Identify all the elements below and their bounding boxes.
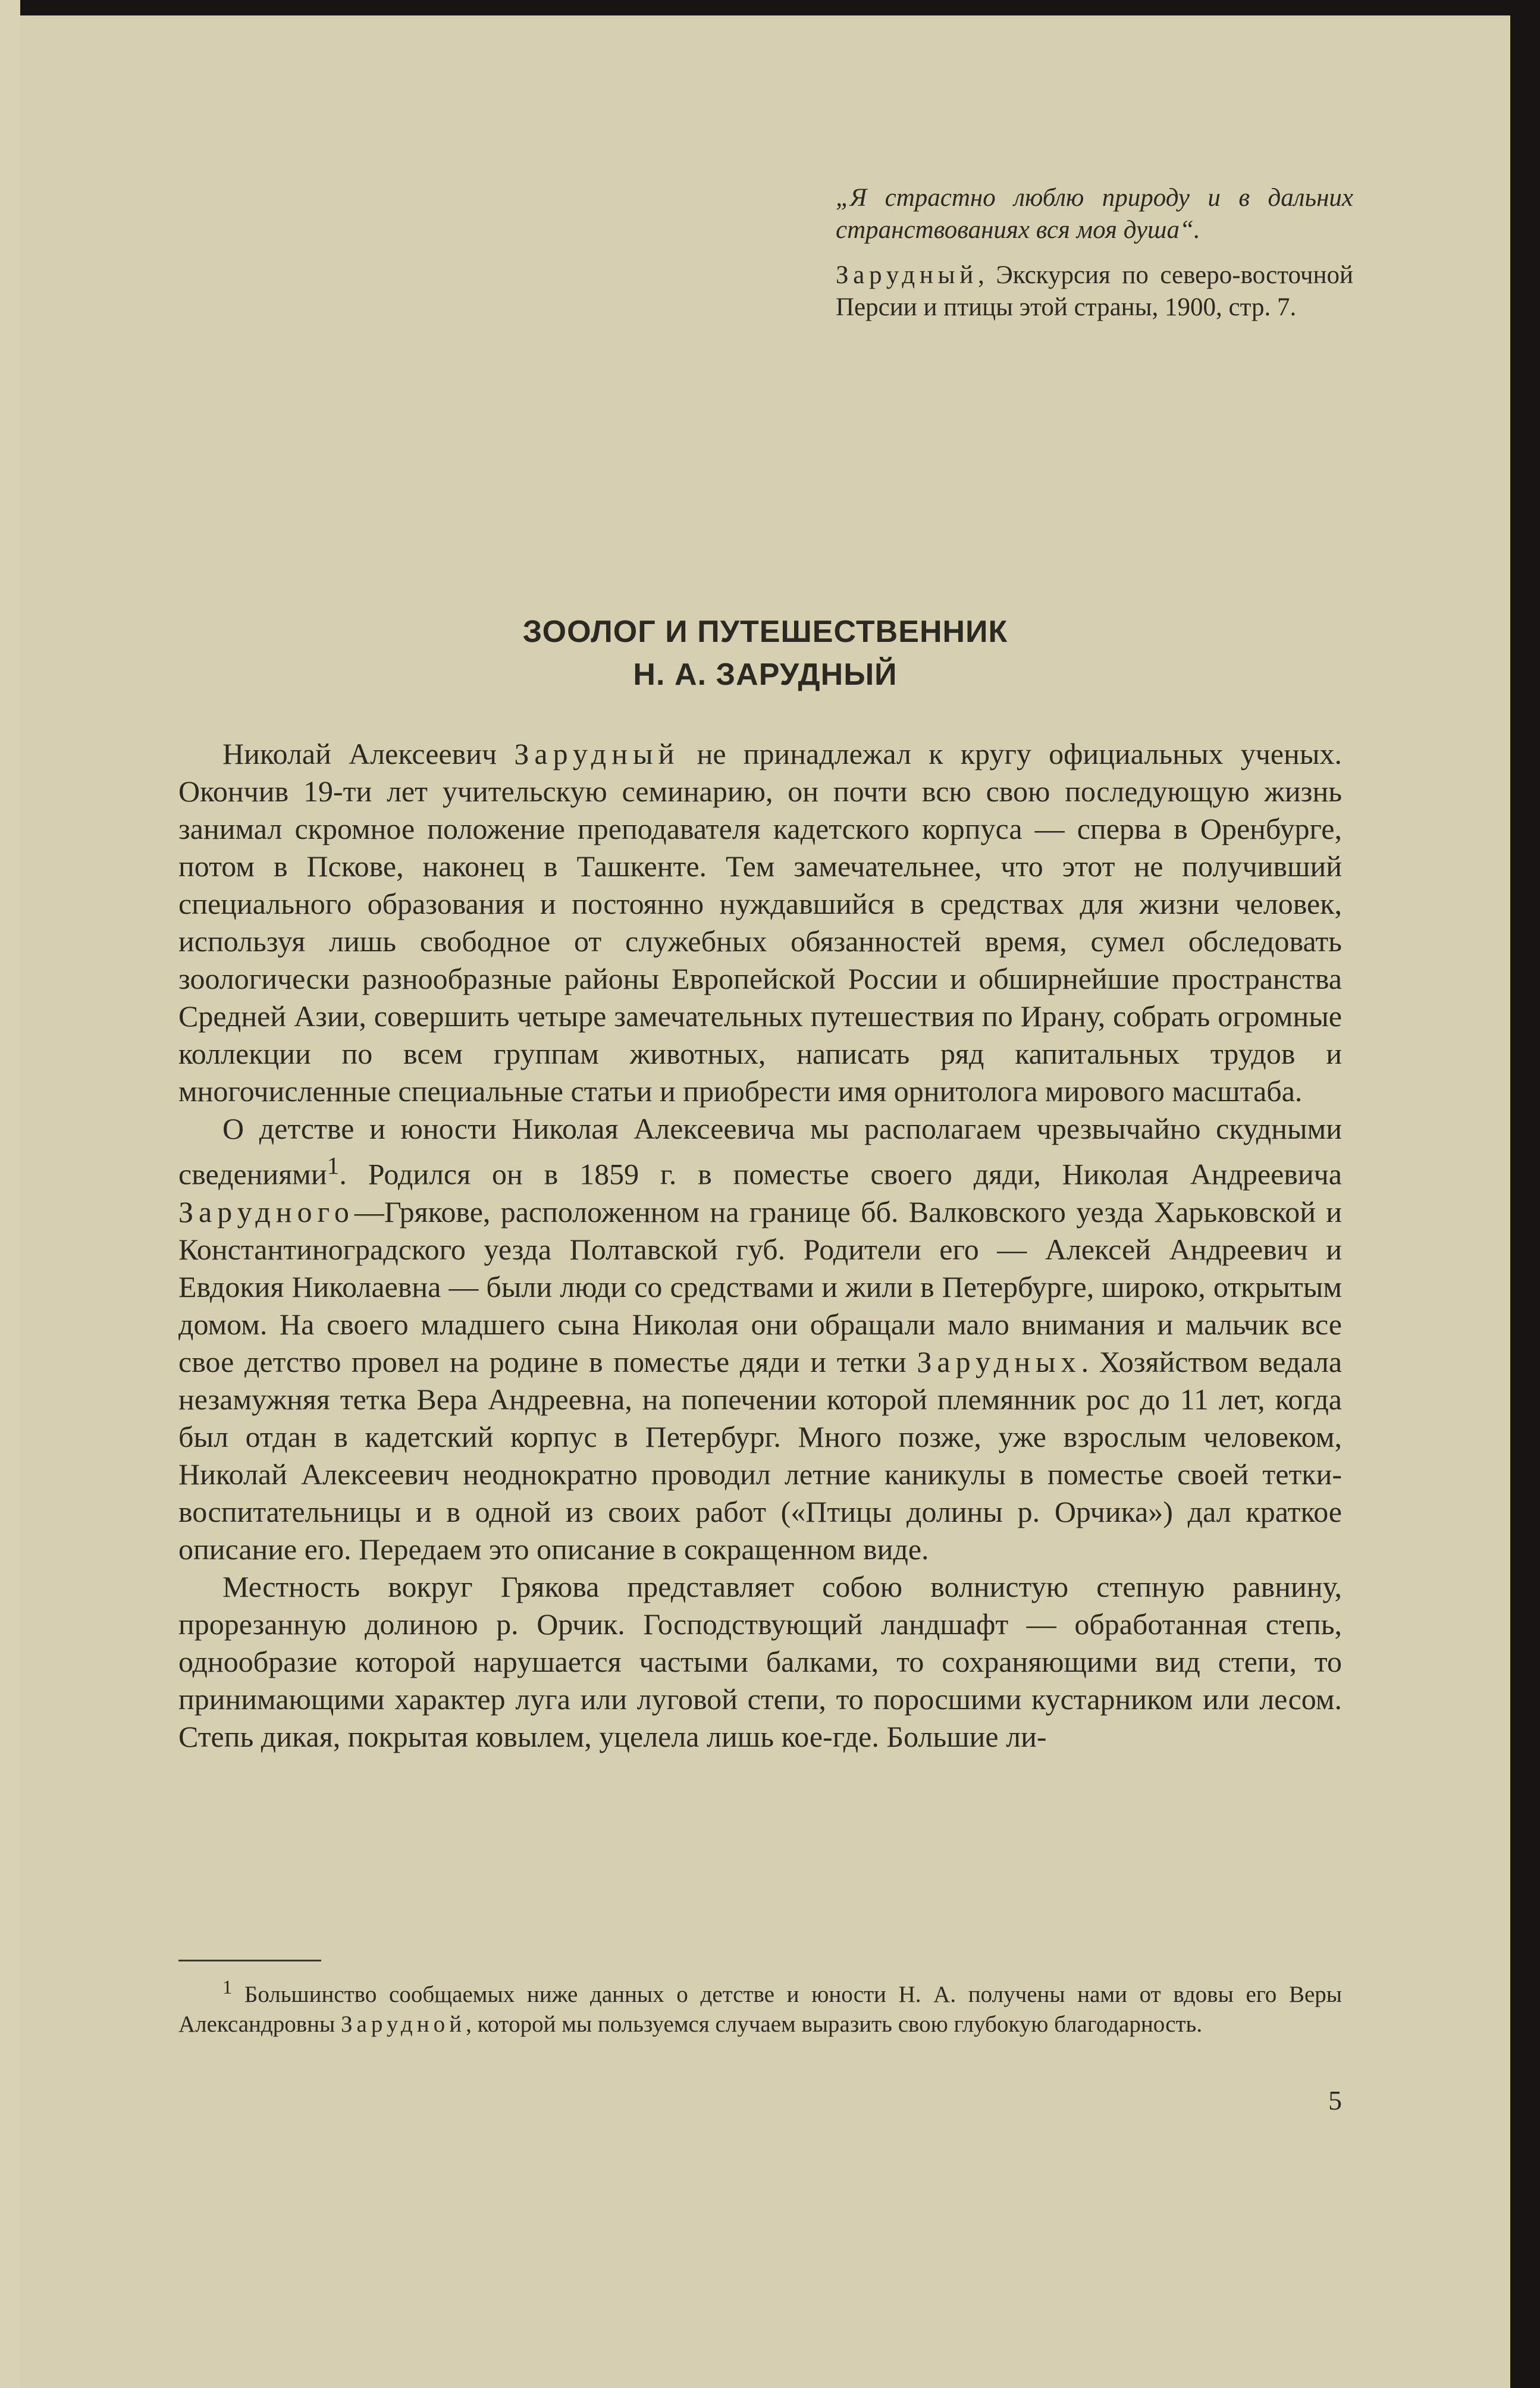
footnote-divider [178,1960,321,1961]
paragraph-text: Местность вокруг Грякова представляет собою волнистую степную равнину, прорезанную долиною р. Орчик. Господствующий ландшафт — обработанная степь, однообразие которой нарушается частыми балками, то сохраняющими вид степи, то принимающими характер луга или луговой степи, то поросшими кустарником или лесом. Степь дикая, покрытая ковылем, уцелела лишь кое-где. Большие ли- [178,1569,1342,1753]
paragraph-text: . Хозяйством ведала незамужняя тетка Вера Андреевна, на попечении которой племянник рос до 11 лет, когда был отдан в кадетский корпус в Петербург. Много позже, уже взрослым человеком, Николай Алексеевич неоднократно проводил летние каникулы в поместье своей тетки-воспитательницы и в одной из своих работ («Птицы долины р. Орчика») дал краткое описание его. Передаем это описание в сокращенном виде. [178,1345,1343,1566]
epigraph-quote: „Я страстно люблю природу и в дальних странствованиях вся моя душа“. [836,184,1353,244]
epigraph-source-text: , Экскурсия по северо-восточной Персии и птицы этой страны, 1900, стр. 7. [836,261,1353,321]
footnote [178,1973,1342,2039]
page-number: 5 [1328,2085,1342,2116]
article-title: ЗООЛОГ И ПУТЕШЕСТВЕННИК [522,615,1008,649]
paragraph-text: . Родился он в 1859 г. в поместье своего дяди, Николая Андреевича [339,1157,1342,1191]
epigraph-source [836,259,1353,324]
footnote-text: Большинство сообщаемых ниже данных о детстве и юности Н. А. получены нами от вдовы его Веры Александровны [178,1982,1342,2037]
epigraph-author: Зарудный [836,261,978,289]
paragraph-text: О детстве и юности Николая Алексеевича мы располагаем чрезвычайно скудными сведениями [178,1112,1342,1191]
paragraph-1 [178,735,1342,1110]
paragraph-text: —Грякове, расположенном на границе бб. Валковского уезда Харьковской и Константиноградского уезда Полтавской губ. Родители его — Алексей Андреевич и Евдокия Николаевна — были люди со средствами и жили в Петербурге, широко, открытым домом. На своего младшего сына Николая они обращали мало внимания и мальчик все свое детство провел на родине в поместье дяди и тетки [178,1195,1342,1378]
spaced-name: Зарудный [514,737,680,770]
book-page [20,15,1510,2388]
article-body [178,735,1342,1756]
footnote-reference: 1 [327,1152,340,1180]
spaced-name: Зарудного [178,1195,355,1229]
paragraph-3 [178,1568,1342,1756]
article-subtitle: Н. А. ЗАРУДНЫЙ [633,657,898,692]
paragraph-2 [178,1110,1342,1568]
footnote-marker: 1 [222,1977,233,1998]
spaced-name: Зарудных [917,1345,1081,1378]
paragraph-text: Николай Алексеевич [222,737,515,770]
spaced-name: Зарудной [340,2011,466,2037]
page-left-edge [0,0,20,2388]
paragraph-text: не принадлежал к кругу официальных ученых. Окончив 19-ти лет учительскую семинарию, он почти всю свою последующую жизнь занимал скромное положение преподавателя кадетского корпуса — сперва в Оренбурге, потом в Пскове, наконец в Ташкенте. Тем замечательнее, что этот не получивший специального образования и постоянно нуждавшийся в средствах для жизни человек, используя лишь свободное от служебных обязанностей время, сумел обследовать зоологически разнообразные районы Европейской России и обширнейшие пространства Средней Азии, совершить четыре замечательных путешествия по Ирану, собрать огромные коллекции по всем группам животных, написать ряд капитальных трудов и многочисленные специальные статьи и приобрести имя орнитолога мирового масштаба. [178,737,1342,1108]
footnote-text: , которой мы пользуемся случаем выразить свою глубокую благодарность. [466,2011,1203,2037]
epigraph [836,182,1353,324]
